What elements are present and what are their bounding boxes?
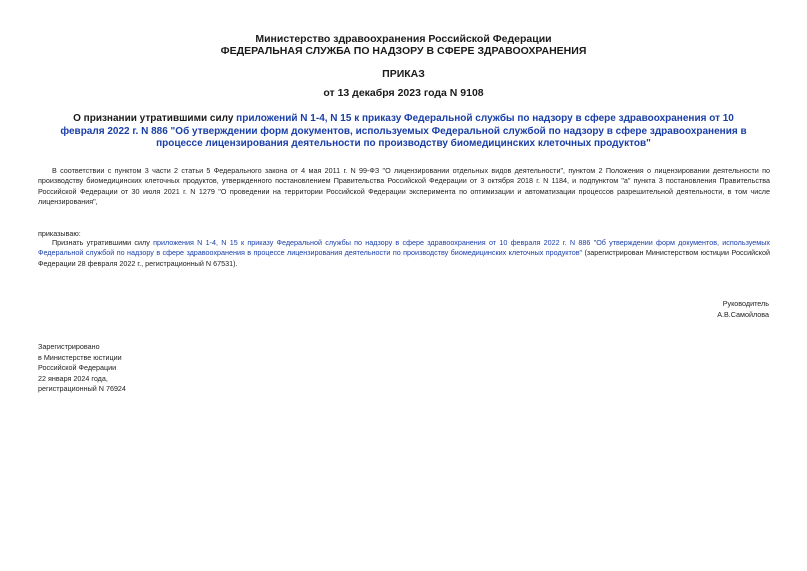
title-prefix: О признании утратившими силу bbox=[73, 113, 237, 124]
registration-line: регистрационный N 76924 bbox=[38, 384, 126, 394]
doc-date-number: от 13 декабря 2023 года N 9108 bbox=[323, 87, 484, 99]
title-link[interactable]: приложений N 1-4, N 15 к приказу Федеральной службы по надзору в сфере здравоохранения от 10 февраля 2022 г. N 886 "Об утверждении форм документов, используемых Федеральной службой по надзору в сфере здравоохранения в процессе лицензирования деятельности по производству биомедицинских клеточных продуктов" bbox=[60, 113, 747, 149]
signature-position: Руководитель bbox=[722, 299, 769, 308]
order-word: приказываю: bbox=[38, 229, 81, 238]
registration-block bbox=[38, 342, 126, 395]
signature-block bbox=[717, 299, 769, 321]
registration-line: Российской Федерации bbox=[38, 363, 117, 373]
doc-type-heading: ПРИКАЗ bbox=[382, 68, 425, 80]
registration-line: в Министерстве юстиции bbox=[38, 352, 122, 362]
ministry-heading: Министерство здравоохранения Российской Федерации bbox=[255, 33, 552, 45]
document-title bbox=[50, 113, 757, 151]
order-prefix: Признать утратившими силу bbox=[52, 238, 154, 247]
service-heading: ФЕДЕРАЛЬНАЯ СЛУЖБА ПО НАДЗОРУ В СФЕРЕ ЗДРАВООХРАНЕНИЯ bbox=[220, 45, 587, 57]
registration-line: Зарегистрировано bbox=[38, 342, 100, 351]
order-link[interactable]: приложения N 1-4, N 15 к приказу Федеральной службы по надзору в сфере здравоохранения от 10 февраля 2022 г. N 886 "Об утверждении форм документов, используемых Федеральной службой по надзору в сфере здравоохранения в процессе лицензирования деятельности по производству биомедицинских клеточных продуктов" bbox=[38, 238, 770, 258]
order-paragraph bbox=[38, 238, 770, 269]
registration-line: 22 января 2024 года, bbox=[38, 373, 108, 383]
order-suffix: (зарегистрирован Министерством юстиции Российской Федерации 28 февраля 2022 г., регистрационный N 67531). bbox=[38, 248, 770, 268]
preamble-paragraph: В соответствии с пунктом 3 части 2 статьи 5 Федерального закона от 4 мая 2011 г. N 99-ФЗ "О лицензировании отдельных видов деятельности", пунктом 2 Положения о лицензировании деятельности по производству биомедицинских клеточных продуктов, утвержденного постановлением Правительства Российской Федерации от 3 октября 2018 г. N 1184, и подпунктом "а" пункта 3 постановления Правительства Российской Федерации от 30 июля 2021 г. N 1279 "О проведении на территории Российской Федерации эксперимента по оптимизации и автоматизации процессов разрешительной деятельности, в том числе лицензирования", bbox=[38, 166, 770, 206]
signature-name: А.В.Самойлова bbox=[717, 309, 769, 319]
